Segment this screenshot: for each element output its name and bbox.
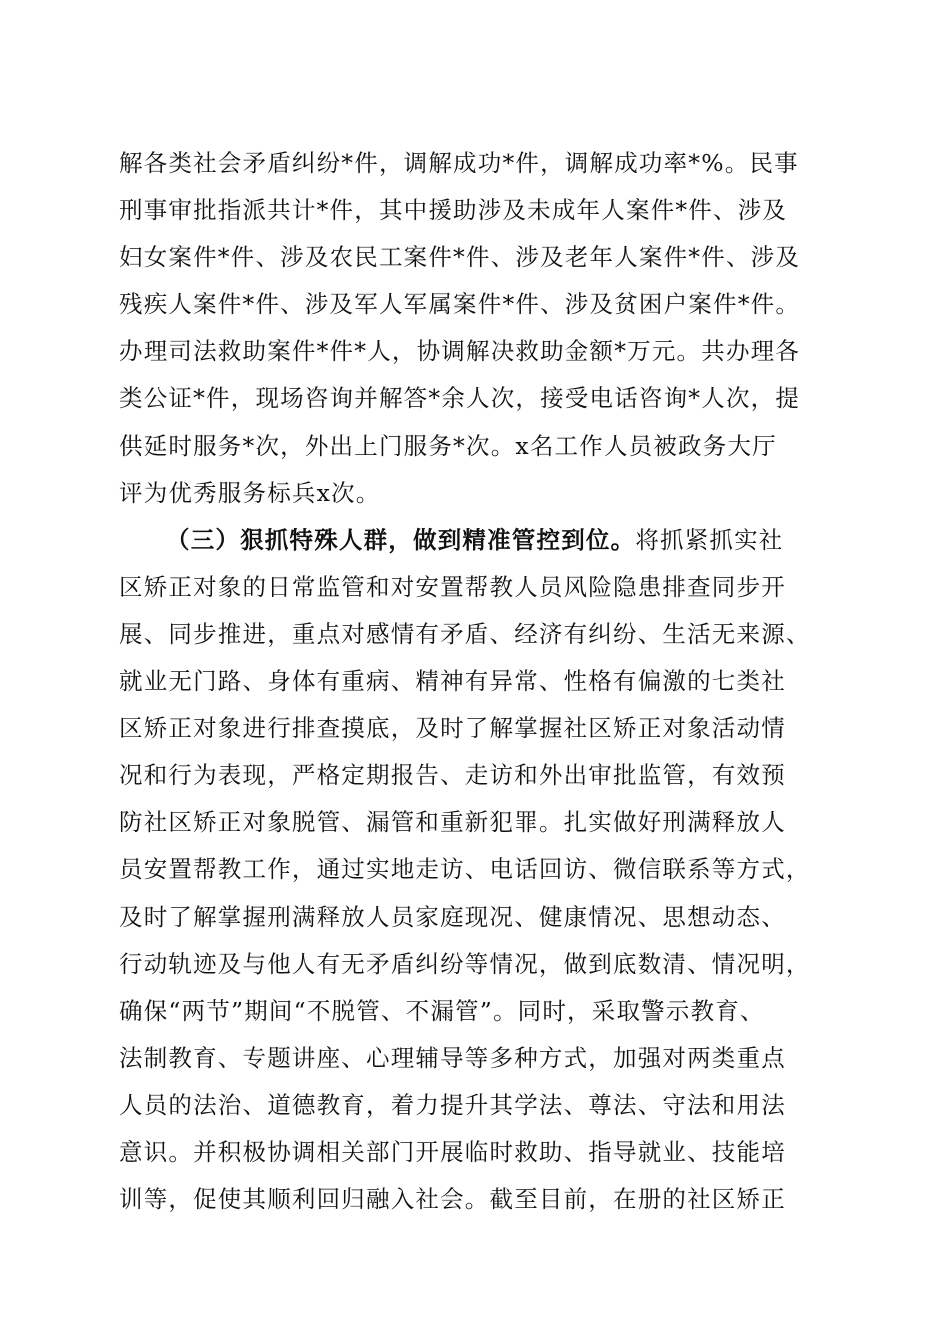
paragraph1-line: 妇女案件*件、涉及农民工案件*件、涉及老年人案件*件、涉及 [119,243,801,272]
paragraph2-line: 训等，促使其顺利回归融入社会。截至目前，在册的社区矫正 [119,1185,786,1214]
paragraph2-line: 况和行为表现，严格定期报告、走访和外出审批监管，有效预 [119,761,786,790]
paragraph2-line: 展、同步推进，重点对感情有矛盾、经济有纠纷、生活无来源、 [119,619,811,648]
paragraph1-line: 评为优秀服务标兵x次。 [119,478,381,507]
paragraph1-line: 残疾人案件*件、涉及军人军属案件*件、涉及贫困户案件*件。 [119,290,801,319]
paragraph1-line: 刑事审批指派共计*件，其中援助涉及未成年人案件*件、涉及 [119,196,788,225]
paragraph2-line: 法制教育、专题讲座、心理辅导等多种方式，加强对两类重点 [119,1043,786,1072]
paragraph2-line: 员安置帮教工作，通过实地走访、电话回访、微信联系等方式， [119,855,811,884]
section-heading: （三）狠抓特殊人群，做到精准管控到位。 [166,525,636,554]
paragraph1-line: 供延时服务*次，外出上门服务*次。x名工作人员被政务大厅 [119,431,777,460]
paragraph1-line: 类公证*件，现场咨询并解答*余人次，接受电话咨询*人次，提 [119,384,801,413]
paragraph1-line: 办理司法救助案件*件*人，协调解决救助金额*万元。共办理各 [119,337,801,366]
paragraph2-line: 意识。并积极协调相关部门开展临时救助、指导就业、技能培 [119,1137,786,1166]
paragraph2-line: 防社区矫正对象脱管、漏管和重新犯罪。扎实做好刑满释放人 [119,808,786,837]
paragraph2-line: 确保“两节”期间“不脱管、不漏管”。同时，采取警示教育、 [119,996,765,1025]
paragraph2-line: 行动轨迹及与他人有无矛盾纠纷等情况，做到底数清、情况明， [119,949,811,978]
document-body [119,140,831,1223]
paragraph2-text: 将抓紧抓实社 [635,525,784,554]
paragraph2-first-line [119,517,831,564]
paragraph1-line: 解各类社会矛盾纠纷*件，调解成功*件，调解成功率*%。民事 [119,149,799,177]
paragraph2-line: 人员的法治、道德教育，着力提升其学法、尊法、守法和用法 [119,1090,786,1119]
paragraph2-line: 及时了解掌握刑满释放人员家庭现况、健康情况、思想动态、 [119,902,786,931]
paragraph2-line: 就业无门路、身体有重病、精神有异常、性格有偏激的七类社 [119,667,786,696]
paragraph2-line: 区矫正对象进行排查摸底，及时了解掌握社区矫正对象活动情 [119,714,786,743]
paragraph2-line: 区矫正对象的日常监管和对安置帮教人员风险隐患排查同步开 [119,572,786,601]
